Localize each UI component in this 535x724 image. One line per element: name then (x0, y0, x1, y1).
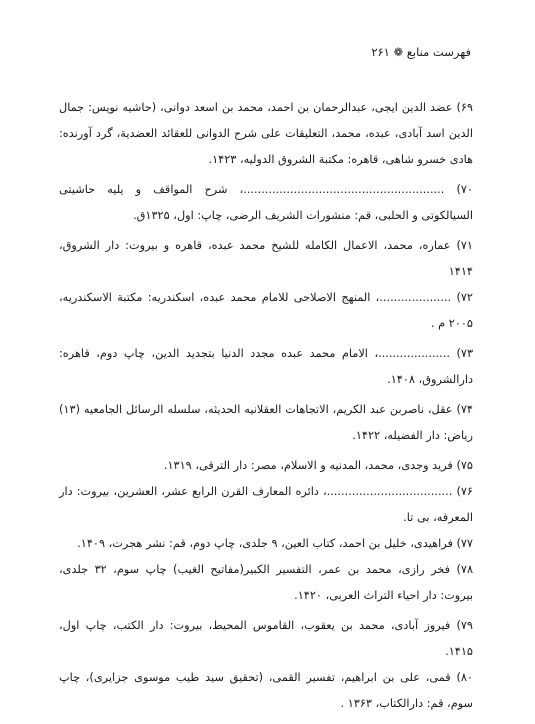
entry-text: ....................، الامام محمد عبده مجدد الدنیا بتجدید الدین، چاپ دوم، قاهره: دارالشروق، ۱۴۰۸. (59, 347, 473, 386)
entry-number: ۷۵) (456, 459, 473, 472)
bibliography-entry-80 (59, 665, 473, 717)
entry-text: ...................................، دائره المعارف القرن الرابع عشر، العشرین، بیروت: دار المعرفه، بی تا. (59, 485, 473, 524)
bibliography-entry-72 (59, 285, 473, 337)
entry-text: عماره، محمد، الاعمال الکامله للشیخ محمد عبده، قاهره و بیروت: دار الشروق، ۱۴۱۴ (59, 239, 473, 278)
entry-number: ۷۰) (456, 183, 474, 196)
entry-number: ۷۹) (456, 619, 473, 632)
bibliography-entry-79 (59, 613, 473, 665)
entry-text: فرید وجدی، محمد، المدنیه و الاسلام، مصر: دار الترقی، ۱۳۱۹. (163, 459, 453, 472)
bibliography-list (59, 95, 473, 721)
entry-text: فراهیدی، خلیل بن احمد، کتاب العین، ۹ جلدی، چاپ دوم، قم: نشر هجرت، ۱۴۰۹. (77, 537, 453, 550)
entry-text: فخر رازی، محمد بن عمر، التفسیر الکبیر(مفاتیح الغیب) چاپ سوم، ۳۲ جلدی، بیروت: دار احیاء التراث العربی، ۱۴۲۰. (59, 563, 473, 602)
entry-number: ۷۷) (456, 537, 473, 550)
bibliography-entry-73 (59, 341, 473, 393)
entry-number: ۸۰) (456, 671, 473, 684)
entry-number: ۷۳) (456, 347, 474, 360)
bibliography-entry-74 (59, 397, 473, 449)
entry-text: عقل، ناصربن عبد الکریم، الاتجاهات العقلانیه الحدیثه، سلسله الرسائل الجامعیه (۱۳) ریاض: دار الفضیله، ۱۴۲۲. (59, 403, 473, 442)
entry-number: ۷۴) (456, 403, 473, 416)
entry-text: ........................................................، شرح المواقف و یلیه حاشیتی السیالکوتی و الحلبی، قم: منشورات الشریف الرضی، چاپ: اول، ۱۳۲۵ق. (59, 183, 473, 222)
entry-number: ۷۱) (456, 239, 473, 252)
entry-number: ۷۶) (456, 485, 473, 498)
entry-number: ۷۲) (456, 291, 473, 304)
bibliography-entry-76 (59, 479, 473, 531)
bibliography-entry-70 (59, 177, 473, 229)
bibliography-entry-75 (59, 453, 473, 479)
entry-text: ....................، المنهج الاصلاحی للامام محمد عبده، اسکندریه: مکتبة الاسکندریه، ۲۰۰۵ م . (59, 291, 473, 330)
bibliography-entry-78 (59, 557, 473, 609)
running-head: فهرست منابع ❁ ۲۶۱ (371, 45, 471, 59)
entry-text: عضد الدین ایجی، عبدالرحمان بن احمد، محمد بن اسعد دوانی، (حاشیه نویس: جمال الدین اسد آبادی، عبده، محمد، التعلیقات علی شرح الدوانی للعقائد العضدیة، گرد آورنده: هادی خسرو شاهی، قاهره: مکتبة الشروق الدولیه، ۱۴۲۳. (59, 101, 473, 166)
entry-number: ۶۹) (456, 101, 473, 114)
bibliography-entry-77 (59, 531, 473, 557)
bibliography-entry-71 (59, 233, 473, 285)
entry-text: قمی، علی بن ابراهیم، تفسیر القمی، (تحقیق سید طیب موسوی جزایری)، چاپ سوم، قم: دارالکتاب، ۱۳۶۳ . (59, 671, 473, 710)
entry-number: ۷۸) (456, 563, 474, 576)
bibliography-entry-69 (59, 95, 473, 173)
entry-text: فیروز آبادی، محمد بن یعقوب، القاموس المحیط، بیروت: دار الکتب، چاپ اول، ۱۴۱۵. (59, 619, 473, 658)
